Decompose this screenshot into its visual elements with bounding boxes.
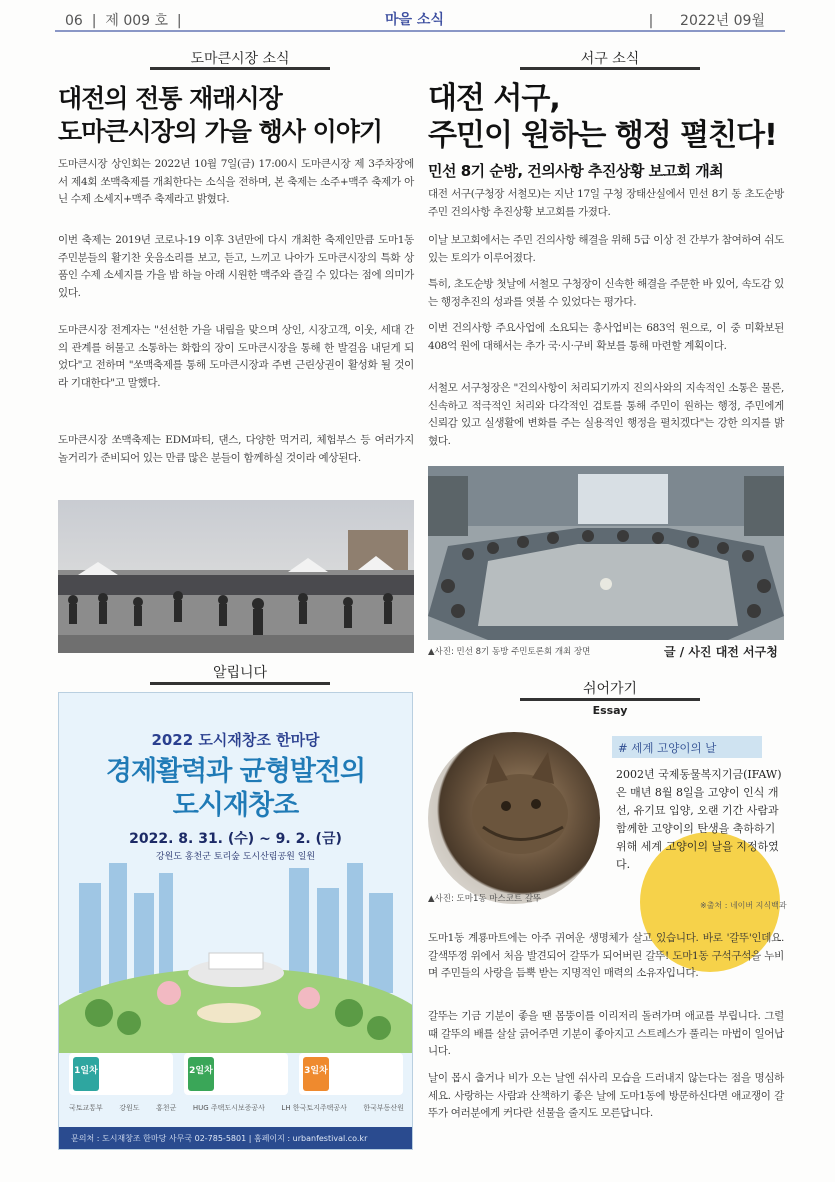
tip-title: # 세계 고양이의 날 [612, 736, 762, 758]
meeting-photo-caption: ▲사진: 민선 8기 동방 주민토론회 개최 장면 [428, 647, 591, 657]
cat-photo [428, 732, 600, 904]
poster-place: 강원도 홍천군 토리숲 도시산림공원 일원 [155, 852, 316, 862]
cat-photo-caption: ▲사진: 도마1동 마스코트 갈뚜 [428, 894, 542, 904]
section-label-essay: 쉬어가기 [582, 681, 638, 697]
article-credit: 글 / 사진 대전 서구청 [664, 645, 778, 659]
essay-paragraph-1: 도마1동 계룡마트에는 아주 귀여운 생명체가 살고 있습니다. 바로 '갈뚜'인데요. 갈색뚜껑 위에서 처음 발견되어 갈뚜가 되어버린 갈뚜! 도마1동 구석구석을 누비며 주민들의 사랑을 듬뿍 받는 지명적인 매력의 소유자입니다. [428, 932, 784, 979]
section-label-market: 도마큰시장 소식 [190, 51, 290, 67]
header-date: | 2022년 09월 [648, 13, 765, 29]
left-paragraph-3: 도마큰시장 전계자는 "선선한 가을 내림을 맞으며 상인, 시장고객, 이웃, 세대 간의 관계를 허물고 소통하는 화합의 장이 도마큰시장을 통해 한 발걸음 내딛게 되었다"고 전하며 "쏘맥축제를 통해 도마큰시장과 주변 근린상권이 활성화 될 것이라 기대한다"고 말했다. [58, 324, 414, 389]
right-paragraph-5: 서철모 서구청장은 "건의사항이 처리되기까지 진의사와의 지속적인 소통은 물론, 신속하고 적극적인 처리와 다각적인 검토를 통해 주민이 원하는 행정, 주민에게 신뢰감 있고 실생활에 변화를 주는 실용적인 행정을 펼치겠다"는 강한 의지를 밝혔다. [428, 382, 784, 447]
sponsor-logo: 국토교통부 [69, 1104, 103, 1112]
section-bar [150, 682, 330, 685]
poster-date: 2022. 8. 31. (수) ~ 9. 2. (금) [129, 831, 342, 847]
right-paragraph-1: 대전 서구(구청장 서철모)는 지난 17일 구청 장태산실에서 민선 8기 동 초도순방 주민 건의사항 추진상황 보고회를 가졌다. [428, 188, 784, 218]
page-header [55, 6, 785, 32]
left-paragraph-2: 이번 축제는 2019년 코로나-19 이후 3년만에 다시 개최한 축제인만큼 도마1동 주민분들의 활기찬 웃음소리를 보고, 듣고, 느끼고 나아가 도마큰시장의 특화 상품인 수제 소세지를 가을 밤 하늘 아래 시원한 맥주와 즐길 수 있다는 점에 의미가 있다. [58, 234, 414, 299]
essay-paragraph-2: 갈뚜는 기금 기분이 좋을 땐 몸뚱이를 이리저리 돌려가며 애교를 부립니다. 그럴 때 갈뚜의 배를 살살 긁어주면 기분이 좋아지고 스트레스가 풀리는 마법이 일어납니다. [428, 1010, 784, 1057]
right-subheadline: 민선 8기 순방, 건의사항 추진상황 보고회 개최 [428, 162, 724, 180]
section-bar [520, 67, 700, 70]
left-headline: 대전의 전통 재래시장 도마큰시장의 가을 행사 이야기 [58, 84, 383, 146]
header-section: 마을 소식 [385, 12, 444, 28]
right-paragraph-2: 이날 보고회에서는 주민 건의사항 해결을 위해 5급 이상 전 간부가 참여하여 쉬도 있는 토의가 이루어졌다. [428, 234, 784, 264]
day-box-1 [69, 1053, 173, 1095]
poster-city-illustration [59, 863, 413, 1053]
section-bar [150, 67, 330, 70]
essay-paragraph-3: 날이 몹시 춥거나 비가 오는 날엔 쉬사리 모습을 드러내지 않는다는 점을 명심하세요. 사랑하는 사람과 산책하기 좋은 날에 도마1동에 방문하신다면 애교쟁이 갈뚜가 여러분에게 커다란 선물을 줄지도 모른답니다. [428, 1072, 784, 1119]
left-paragraph-1: 도마큰시장 상인회는 2022년 10월 7일(금) 17:00시 도마큰시장 제 3주차장에서 제4회 쏘맥축제를 개최한다는 소식을 전하며, 본 축제는 소주+맥주 축제가 아닌 수제 소세지+맥주 축제라고 밝혔다. [58, 158, 414, 205]
sponsor-logo: HUG 주택도시보증공사 [192, 1104, 265, 1112]
section-label-notice: 알립니다 [212, 665, 268, 681]
section-bar [520, 698, 700, 701]
meeting-photo [428, 466, 784, 640]
right-paragraph-4: 이번 건의사항 주요사업에 소요되는 총사업비는 683억 원으로, 이 중 미확보된 408억 원에 대해서는 추가 국·시·구비 확보를 통해 마련할 계획이다. [428, 322, 784, 352]
section-label-seogu: 서구 소식 [580, 51, 640, 67]
day-box-2 [184, 1053, 288, 1095]
right-headline: 대전 서구, 주민이 원하는 행정 펼친다! [428, 81, 777, 153]
poster-footer: 문의처 : 도시재창조 한마당 사무국 02-785-5801 | 홈페이지 : urbanfestival.co.kr [59, 1127, 412, 1149]
day-tag: 3일차 [303, 1057, 329, 1091]
day-box-3 [299, 1053, 403, 1095]
sponsor-logo: 한국부동산원 [363, 1104, 404, 1112]
page-number-issue: 06 | 제 009 호 | [65, 13, 182, 29]
tip-source: ※출처 : 네이버 지식백과 [700, 901, 787, 910]
essay-subtitle: Essay [592, 704, 628, 717]
sponsor-logo: 홍천군 [156, 1104, 177, 1112]
sponsor-logo: LH 한국토지주택공사 [281, 1104, 347, 1112]
festival-photo [58, 500, 414, 653]
right-paragraph-3: 특히, 초도순방 첫날에 서철모 구청장이 신속한 해결을 주문한 바 있어, 속도감 있는 행정추진의 성과를 엿볼 수 있었다는 평가다. [428, 278, 784, 308]
day-tag: 2일차 [188, 1057, 214, 1091]
tip-body: 2002년 국제동물복지기금(IFAW)은 매년 8월 8일을 고양이 인식 개선, 유기묘 입양, 오랜 기간 사람과 함께한 고양이의 탄생을 축하하기 위해 세계 고양이의 날을 지정하였다. [616, 768, 782, 871]
poster-main-title: 경제활력과 균형발전의 도시재창조 [105, 756, 366, 821]
day-tag: 1일차 [73, 1057, 99, 1091]
sponsor-logos [69, 1103, 404, 1121]
event-poster [58, 692, 413, 1150]
poster-small-title: 2022 도시재창조 한마당 [151, 731, 320, 749]
left-paragraph-4: 도마큰시장 쏘맥축제는 EDM파티, 댄스, 다양한 먹거리, 체험부스 등 여러가지 놀거리가 준비되어 있는 만큼 많은 분들이 함께하실 것이라 예상된다. [58, 434, 414, 464]
sponsor-logo: 강원도 [119, 1104, 140, 1112]
